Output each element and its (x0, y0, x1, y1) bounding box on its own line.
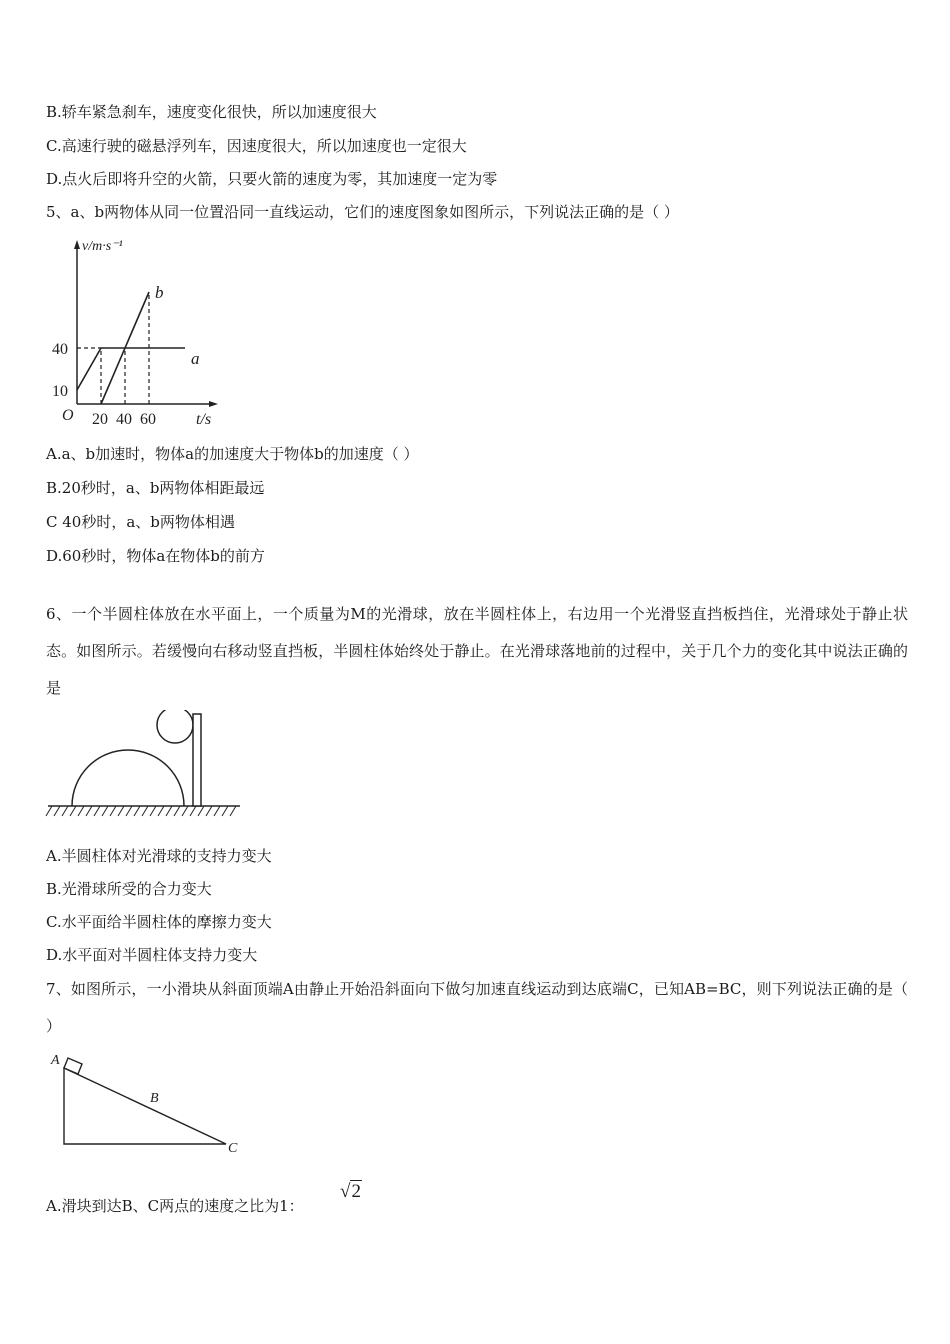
q4-option-c: C.高速行驶的磁悬浮列车，因速度很大，所以加速度也一定很大 (46, 137, 467, 155)
y-axis-arrow (74, 240, 80, 249)
sqrt-sign: √ (340, 1181, 351, 1202)
vertical-baffle (193, 714, 201, 806)
q6-option-a: A.半圆柱体对光滑球的支持力变大 (46, 847, 272, 865)
q5-option-b: B.20秒时，a、b两物体相距最远 (46, 479, 265, 497)
half-cylinder (72, 750, 184, 806)
q6-stem: 6、一个半圆柱体放在水平面上，一个质量为M的光滑球，放在半圆柱体上，右边用一个光滑竖直挡板挡住，光滑球处于静止状态。如图所示。若缓慢向右移动竖直挡板，半圆柱体始终处于静止。在光滑球落地前的过程中，关于几个力的变化其中说法正确的是 (46, 605, 908, 697)
q5-axes (74, 240, 218, 407)
x-tick-40: 40 (116, 411, 132, 428)
sqrt-expression (340, 1181, 362, 1203)
q7-incline-figure (44, 1044, 250, 1158)
series-b-label: b (155, 283, 164, 302)
label-a: A (51, 1053, 60, 1068)
q6-option-d: D.水平面对半圆柱体支持力变大 (46, 946, 258, 964)
q5-tick-labels (52, 283, 200, 428)
y-tick-10: 10 (52, 383, 68, 400)
label-c: C (228, 1141, 238, 1156)
series-a-line (77, 348, 185, 390)
q5-option-a: A.a、b加速时，物体a的加速度大于物体b的加速度（ ） (46, 445, 419, 463)
sqrt-radicand: 2 (351, 1181, 361, 1202)
label-b: B (150, 1091, 159, 1106)
q6-option-c: C.水平面给半圆柱体的摩擦力变大 (46, 913, 272, 931)
q7-stem: 7、如图所示，一小滑块从斜面顶端A由静止开始沿斜面向下做匀加速直线运动到达底端C，已知AB=BC，则下列说法正确的是（ ） (46, 980, 908, 1035)
q6-figure (44, 710, 244, 822)
q5-x-axis-label: t/s (196, 411, 212, 428)
q4-option-d: D.点火后即将升空的火箭，只要火箭的速度为零，其加速度一定为零 (46, 170, 498, 188)
q5-option-c: C 40秒时，a、b两物体相遇 (46, 513, 235, 531)
q5-vt-chart (50, 232, 230, 432)
incline-triangle (64, 1068, 226, 1144)
slider-block (64, 1058, 82, 1074)
q6-option-b: B.光滑球所受的合力变大 (46, 880, 212, 898)
x-tick-60: 60 (140, 411, 156, 428)
ground-hatching (46, 806, 236, 816)
series-a-label: a (191, 349, 200, 368)
q7-option-a: A.滑块到达B、C两点的速度之比为1： (46, 1197, 304, 1215)
x-tick-20: 20 (92, 411, 108, 428)
q4-option-b: B.轿车紧急刹车，速度变化很快，所以加速度很大 (46, 103, 377, 121)
q5-option-d: D.60秒时，物体a在物体b的前方 (46, 547, 265, 565)
q5-y-axis-label: v/m·s⁻¹ (82, 239, 123, 254)
x-axis-arrow (209, 401, 218, 407)
q5-origin-label: O (62, 407, 74, 424)
y-tick-40: 40 (52, 341, 68, 358)
smooth-ball (157, 710, 193, 743)
q5-stem: 5、a、b两物体从同一位置沿同一直线运动，它们的速度图象如图所示，下列说法正确的是（ ） (46, 203, 679, 221)
